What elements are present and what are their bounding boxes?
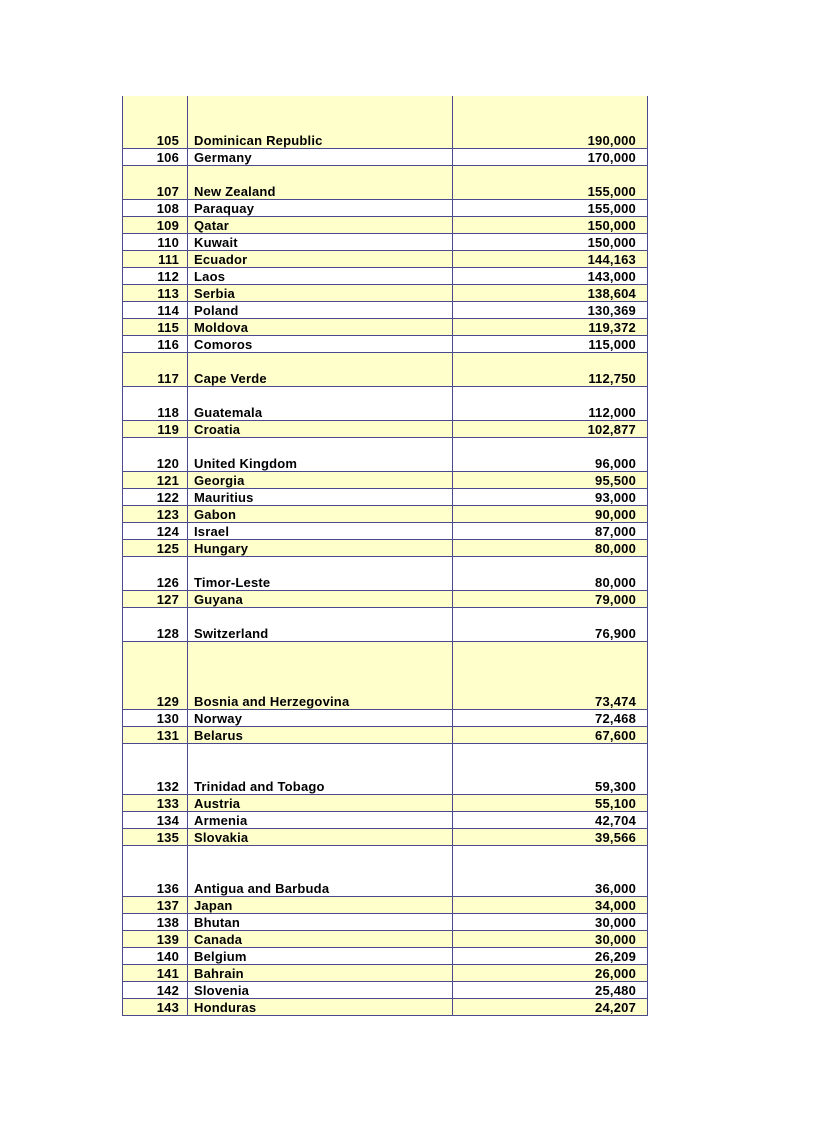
rank-cell: 132 [122, 744, 188, 794]
value-cell: 80,000 [453, 557, 648, 590]
table-row [122, 590, 648, 607]
country-cell: Slovakia [188, 829, 453, 845]
rank-cell: 111 [122, 251, 188, 267]
rank-cell: 113 [122, 285, 188, 301]
rank-cell: 126 [122, 557, 188, 590]
country-cell: Moldova [188, 319, 453, 335]
value-cell: 79,000 [453, 591, 648, 607]
country-cell: Croatia [188, 421, 453, 437]
value-cell: 25,480 [453, 982, 648, 998]
rank-cell: 131 [122, 727, 188, 743]
value-cell: 130,369 [453, 302, 648, 318]
rank-cell: 141 [122, 965, 188, 981]
rank-cell: 130 [122, 710, 188, 726]
table-row [122, 556, 648, 590]
rank-cell: 139 [122, 931, 188, 947]
table-row [122, 607, 648, 641]
country-cell: Comoros [188, 336, 453, 352]
country-cell: Dominican Republic [188, 96, 453, 148]
country-cell: Bahrain [188, 965, 453, 981]
value-cell: 150,000 [453, 217, 648, 233]
table-row [122, 964, 648, 981]
rank-cell: 135 [122, 829, 188, 845]
country-cell: Ecuador [188, 251, 453, 267]
rank-cell: 124 [122, 523, 188, 539]
country-cell: United Kingdom [188, 438, 453, 471]
table-row [122, 471, 648, 488]
value-cell: 59,300 [453, 744, 648, 794]
value-cell: 30,000 [453, 931, 648, 947]
value-cell: 138,604 [453, 285, 648, 301]
country-cell: Canada [188, 931, 453, 947]
value-cell: 26,209 [453, 948, 648, 964]
country-cell: Antigua and Barbuda [188, 846, 453, 896]
table-row [122, 216, 648, 233]
country-cell: Switzerland [188, 608, 453, 641]
country-cell: Slovenia [188, 982, 453, 998]
rank-cell: 138 [122, 914, 188, 930]
rank-cell: 143 [122, 999, 188, 1015]
rank-cell: 134 [122, 812, 188, 828]
table-row [122, 930, 648, 947]
country-cell: Hungary [188, 540, 453, 556]
table-row [122, 250, 648, 267]
value-cell: 26,000 [453, 965, 648, 981]
value-cell: 190,000 [453, 96, 648, 148]
country-cell: Norway [188, 710, 453, 726]
data-table [122, 96, 648, 1016]
table-row [122, 896, 648, 913]
rank-cell: 117 [122, 353, 188, 386]
country-cell: Trinidad and Tobago [188, 744, 453, 794]
value-cell: 30,000 [453, 914, 648, 930]
table-row [122, 828, 648, 845]
rank-cell: 128 [122, 608, 188, 641]
country-cell: Belarus [188, 727, 453, 743]
rank-cell: 116 [122, 336, 188, 352]
value-cell: 72,468 [453, 710, 648, 726]
table-row [122, 998, 648, 1015]
table-row [122, 318, 648, 335]
rank-cell: 106 [122, 149, 188, 165]
value-cell: 115,000 [453, 336, 648, 352]
table-row [122, 845, 648, 896]
table-row [122, 488, 648, 505]
value-cell: 119,372 [453, 319, 648, 335]
rank-cell: 119 [122, 421, 188, 437]
rank-cell: 140 [122, 948, 188, 964]
country-cell: Austria [188, 795, 453, 811]
value-cell: 39,566 [453, 829, 648, 845]
table-row [122, 794, 648, 811]
country-cell: Germany [188, 149, 453, 165]
table-row [122, 981, 648, 998]
value-cell: 55,100 [453, 795, 648, 811]
table-row [122, 811, 648, 828]
table-row [122, 641, 648, 709]
rank-cell: 120 [122, 438, 188, 471]
value-cell: 155,000 [453, 200, 648, 216]
country-cell: Cape Verde [188, 353, 453, 386]
rank-cell: 109 [122, 217, 188, 233]
country-cell: New Zealand [188, 166, 453, 199]
table-row [122, 522, 648, 539]
table-row [122, 420, 648, 437]
table-row [122, 335, 648, 352]
country-cell: Guatemala [188, 387, 453, 420]
table-row [122, 539, 648, 556]
rank-cell: 127 [122, 591, 188, 607]
table-row [122, 505, 648, 522]
value-cell: 76,900 [453, 608, 648, 641]
value-cell: 73,474 [453, 642, 648, 709]
country-cell: Timor-Leste [188, 557, 453, 590]
value-cell: 144,163 [453, 251, 648, 267]
value-cell: 42,704 [453, 812, 648, 828]
rank-cell: 118 [122, 387, 188, 420]
value-cell: 155,000 [453, 166, 648, 199]
rank-cell: 108 [122, 200, 188, 216]
table-row [122, 709, 648, 726]
value-cell: 80,000 [453, 540, 648, 556]
country-cell: Guyana [188, 591, 453, 607]
value-cell: 150,000 [453, 234, 648, 250]
rank-cell: 136 [122, 846, 188, 896]
value-cell: 87,000 [453, 523, 648, 539]
country-cell: Paraquay [188, 200, 453, 216]
table-row [122, 743, 648, 794]
table-row [122, 165, 648, 199]
country-cell: Bosnia and Herzegovina [188, 642, 453, 709]
value-cell: 112,000 [453, 387, 648, 420]
country-cell: Belgium [188, 948, 453, 964]
rank-cell: 115 [122, 319, 188, 335]
table-row [122, 913, 648, 930]
table-row [122, 352, 648, 386]
value-cell: 95,500 [453, 472, 648, 488]
table-row [122, 148, 648, 165]
table-row [122, 199, 648, 216]
country-cell: Serbia [188, 285, 453, 301]
value-cell: 170,000 [453, 149, 648, 165]
rank-cell: 133 [122, 795, 188, 811]
country-cell: Georgia [188, 472, 453, 488]
value-cell: 24,207 [453, 999, 648, 1015]
value-cell: 112,750 [453, 353, 648, 386]
table-row [122, 233, 648, 250]
value-cell: 96,000 [453, 438, 648, 471]
table-row [122, 726, 648, 743]
rank-cell: 129 [122, 642, 188, 709]
rank-cell: 110 [122, 234, 188, 250]
value-cell: 36,000 [453, 846, 648, 896]
rank-cell: 142 [122, 982, 188, 998]
rank-cell: 122 [122, 489, 188, 505]
country-cell: Bhutan [188, 914, 453, 930]
country-cell: Kuwait [188, 234, 453, 250]
country-cell: Mauritius [188, 489, 453, 505]
country-cell: Poland [188, 302, 453, 318]
rank-cell: 137 [122, 897, 188, 913]
value-cell: 93,000 [453, 489, 648, 505]
rank-cell: 123 [122, 506, 188, 522]
country-cell: Gabon [188, 506, 453, 522]
country-cell: Israel [188, 523, 453, 539]
rank-cell: 125 [122, 540, 188, 556]
table-row [122, 267, 648, 284]
table-row [122, 301, 648, 318]
rank-cell: 112 [122, 268, 188, 284]
table-row [122, 947, 648, 964]
value-cell: 34,000 [453, 897, 648, 913]
value-cell: 102,877 [453, 421, 648, 437]
rank-cell: 121 [122, 472, 188, 488]
value-cell: 143,000 [453, 268, 648, 284]
table-row [122, 96, 648, 148]
country-cell: Laos [188, 268, 453, 284]
table-row [122, 437, 648, 471]
value-cell: 67,600 [453, 727, 648, 743]
rank-cell: 107 [122, 166, 188, 199]
value-cell: 90,000 [453, 506, 648, 522]
country-cell: Qatar [188, 217, 453, 233]
country-cell: Armenia [188, 812, 453, 828]
table-row [122, 284, 648, 301]
rank-cell: 114 [122, 302, 188, 318]
country-cell: Japan [188, 897, 453, 913]
table-row [122, 386, 648, 420]
country-cell: Honduras [188, 999, 453, 1015]
rank-cell: 105 [122, 96, 188, 148]
